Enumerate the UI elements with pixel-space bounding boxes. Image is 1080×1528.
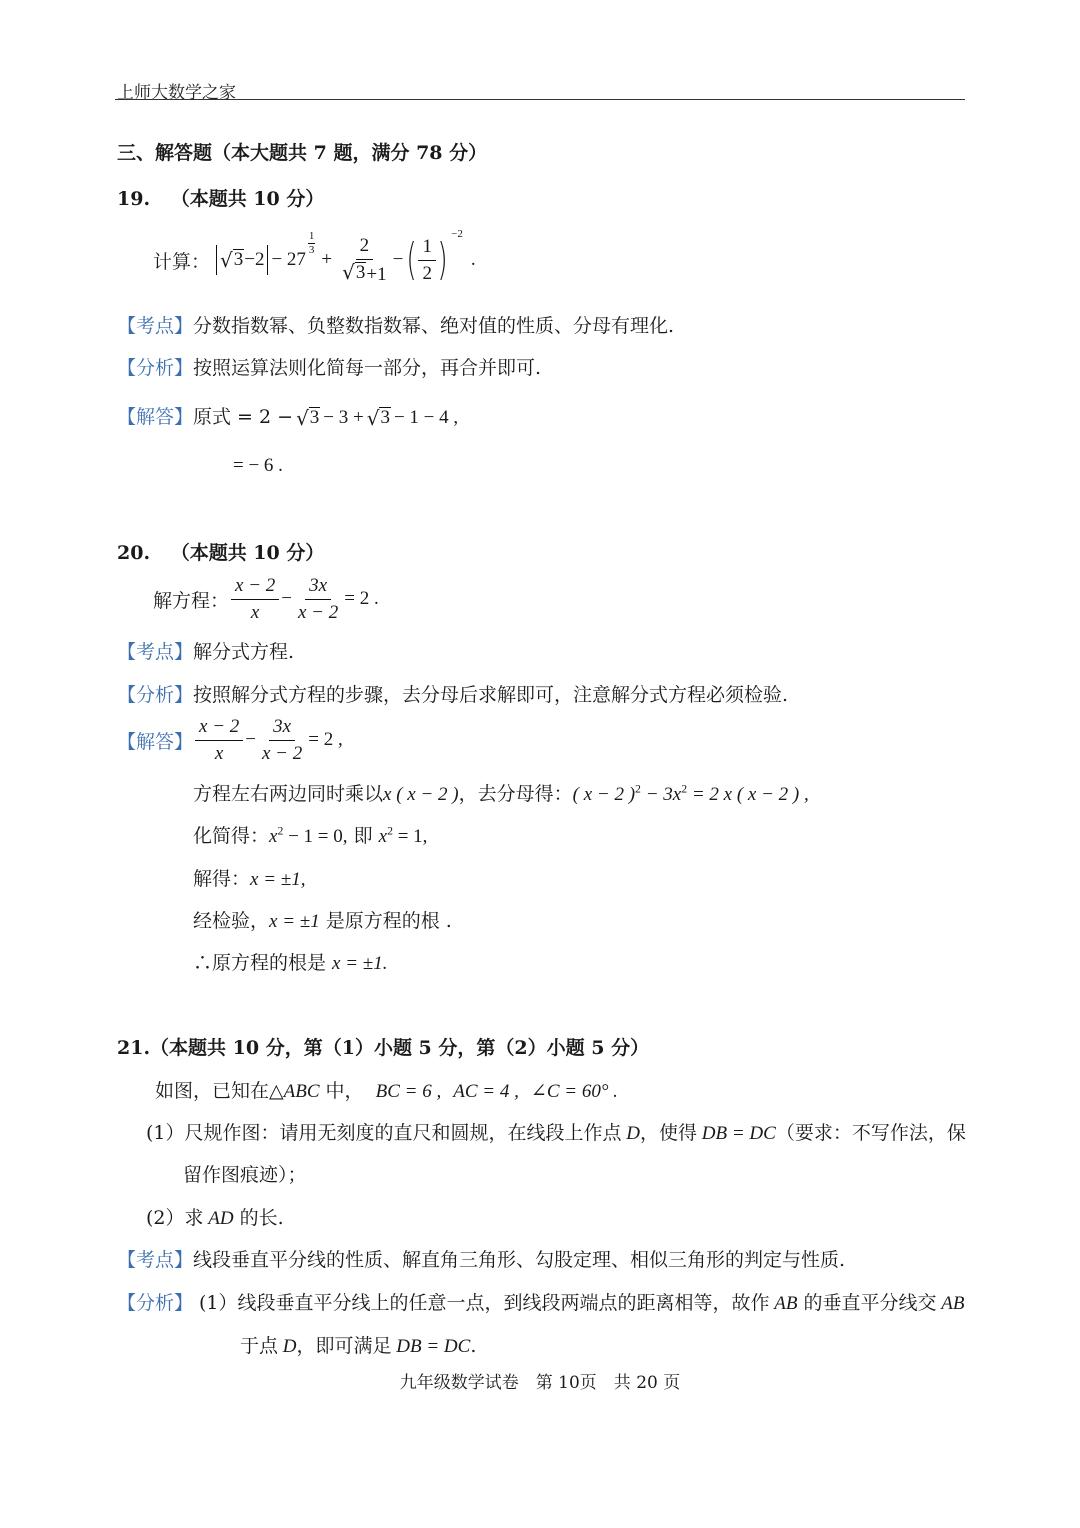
q19-jieda <box>117 402 458 429</box>
sqrt-3: √ 3 <box>220 247 244 272</box>
fenxi-tag: 【分析】 <box>117 1292 194 1314</box>
paren-left: ( <box>406 234 418 285</box>
step2-text2: 即 <box>347 825 379 847</box>
q20-equation <box>153 574 379 624</box>
sqrt-3: √ 3 <box>366 406 390 431</box>
step2-sup2: 2 <box>387 824 393 838</box>
step1-math: x ( x − 2 ) <box>383 784 459 805</box>
intro-angle: ∠C = 60° . <box>530 1081 618 1102</box>
q20-step3 <box>193 864 305 891</box>
q19-compute-label: 计算： <box>153 250 211 273</box>
p1-text3: （要求：不写作法，保 <box>775 1122 966 1144</box>
q21-part1-line2: 留作图痕迹）； <box>183 1164 307 1186</box>
step3-text: 解得： <box>193 868 251 890</box>
step1-text: 方程左右两边同时乘以 <box>193 783 384 805</box>
q20-frac-1: $\frac{x - 2}{x}$ <box>195 716 243 765</box>
page-footer: 九年级数学试卷 第 10页 共 20 页 <box>399 1373 681 1393</box>
header-rule <box>115 99 965 100</box>
fenxi2-end: . <box>470 1335 477 1357</box>
q21-intro <box>155 1076 618 1103</box>
step2-sup: 2 <box>277 824 284 838</box>
q20-minus: − <box>281 588 292 609</box>
step1-math2c: − 3x <box>640 784 682 805</box>
q20-rhs2: = 2 , <box>308 729 343 750</box>
q19-sol1-a: 原式 = 2 − <box>193 406 294 428</box>
q19-heading <box>117 184 324 211</box>
step1-sup: 2 <box>635 782 641 796</box>
q20-points: （本题共 10 分） <box>170 542 325 564</box>
abs-bar-left <box>216 245 217 275</box>
intro-abc: ABC <box>283 1081 320 1102</box>
p1-eq: DB = DC <box>697 1123 776 1144</box>
kaodian-text: 解分式方程. <box>193 641 295 663</box>
q20-fenxi <box>117 680 788 707</box>
q19-fenxi <box>117 353 541 380</box>
q20-frac-1: $\frac{x - 2}{x}$ <box>231 575 279 624</box>
fenxi2-D: D <box>278 1336 297 1357</box>
step5-math: x = ±1. <box>332 953 388 974</box>
q21-fenxi-line2 <box>240 1331 476 1358</box>
fenxi-AB2: AB <box>936 1293 965 1314</box>
q21-kaodian <box>117 1245 845 1272</box>
q19-minus-27: − 27 <box>271 249 306 270</box>
fenxi-text2: 的垂直平分线交 <box>797 1292 937 1314</box>
q19-minus: − <box>392 249 404 270</box>
step4-math: x = ±1 <box>269 911 320 932</box>
intro-ac: AC = 4 , <box>453 1081 519 1102</box>
kaodian-tag: 【考点】 <box>117 641 194 663</box>
fenxi-tag: 【分析】 <box>117 684 194 706</box>
p1-text2: ，使得 <box>640 1122 698 1144</box>
q21-fenxi <box>117 1288 965 1315</box>
p1-text: (1）尺规作图：请用无刻度的直尺和圆规，在线段上作点 <box>146 1122 622 1144</box>
q20-kaodian <box>117 637 294 664</box>
step3-math: x = ±1, <box>250 869 306 890</box>
q20-jieda <box>117 715 343 765</box>
step2-d: = 1, <box>392 826 428 847</box>
kaodian-text: 线段垂直平分线的性质、解直角三角形、勾股定理、相似三角形的判定与性质. <box>193 1249 846 1271</box>
step5-text: ∴原方程的根是 <box>193 952 333 974</box>
fenxi-text: (1）线段垂直平分线上的任意一点，到线段两端点的距离相等，故作 <box>199 1292 770 1314</box>
paren-right: ) <box>437 234 448 285</box>
q19-sol2: = − 6 . <box>233 455 283 476</box>
step1-text2: ，去分母得： <box>458 783 573 805</box>
jieda-tag: 【解答】 <box>117 406 194 428</box>
q20-step5 <box>193 948 387 975</box>
fenxi2-text: 于点 <box>240 1335 279 1357</box>
q19-fraction: 2 √ 3 +1 <box>342 234 387 285</box>
kaodian-text: 分数指数幂、负整数指数幂、绝对值的性质、分母有理化. <box>193 315 675 337</box>
q19-expression <box>153 228 476 288</box>
q20-frac-2: $\frac{3x}{x - 2}$ <box>298 574 339 623</box>
sqrt-3: √ 3 <box>296 406 320 431</box>
q19-abs-rest: −2 <box>244 249 265 270</box>
q19-sol1-c: − 1 − 4 , <box>393 407 459 428</box>
kaodian-tag: 【考点】 <box>117 315 194 337</box>
section-title: 三、解答题（本大题共 7 题，满分 78 分） <box>117 142 488 164</box>
q19-neg-exponent: −2 <box>451 228 463 240</box>
p2-text2: 的长. <box>233 1207 284 1229</box>
q19-kaodian <box>117 311 674 338</box>
q21-heading: 21.（本题共 10 分，第（1）小题 5 分，第（2）小题 5 分） <box>117 1037 650 1059</box>
fenxi-text: 按照解分式方程的步骤，去分母后求解即可，注意解分式方程必须检验. <box>193 684 789 706</box>
abs-bar-right <box>267 245 268 275</box>
header-site: 上师大数学之家 <box>117 83 236 103</box>
q19-half: $\frac{1}{2}$ <box>418 236 436 285</box>
fenxi2-text2: ，即可满足 <box>296 1335 392 1357</box>
kaodian-tag: 【考点】 <box>117 1249 194 1271</box>
p2-text: (2）求 <box>146 1207 204 1229</box>
q20-step2 <box>193 821 427 848</box>
step1-math2: ( x − 2 ) <box>572 784 636 805</box>
q19-number: 19. <box>117 188 151 210</box>
step4-text: 经检验， <box>193 910 270 932</box>
step2-b: − 1 = 0, <box>283 826 348 847</box>
fenxi-tag: 【分析】 <box>117 357 194 379</box>
step2-x: x <box>269 826 278 847</box>
q19-end-dot: . <box>470 249 476 270</box>
q19-exponent-frac: $\frac{1}{3}$ <box>308 230 315 256</box>
q20-solve-label: 解方程： <box>153 589 230 612</box>
p1-D: D <box>621 1123 640 1144</box>
q19-points: （本题共 10 分） <box>170 188 325 210</box>
q19-sol1-b: − 3 + <box>323 407 364 428</box>
q20-heading <box>117 538 324 565</box>
q20-step4 <box>193 906 452 933</box>
q21-part2 <box>146 1203 284 1230</box>
fenxi2-eq: DB = DC <box>391 1336 471 1357</box>
step1-sup2: 2 <box>681 782 688 796</box>
intro-text: 如图，已知在△ <box>155 1080 284 1102</box>
p2-AD: AD <box>203 1208 234 1229</box>
q21-part1 <box>146 1118 966 1145</box>
q20-rhs: = 2 . <box>344 588 379 609</box>
q20-frac-2: $\frac{3x}{x - 2}$ <box>262 715 303 764</box>
q20-number: 20. <box>117 542 151 564</box>
q19-plus: + <box>321 249 333 270</box>
step4-text2: 是原方程的根 . <box>319 910 452 932</box>
q20-minus: − <box>245 729 256 750</box>
fenxi-AB: AB <box>769 1293 798 1314</box>
fenxi-text: 按照运算法则化简每一部分，再合并即可. <box>193 357 542 379</box>
intro-text2: 中， <box>319 1080 364 1102</box>
step2-text: 化简得： <box>193 825 270 847</box>
step2-x2: x <box>378 826 388 847</box>
intro-bc: BC = 6 , <box>375 1081 442 1102</box>
q20-step1 <box>193 779 809 806</box>
jieda-tag: 【解答】 <box>117 730 194 753</box>
step1-math2e: = 2 x ( x − 2 ) , <box>687 784 809 805</box>
